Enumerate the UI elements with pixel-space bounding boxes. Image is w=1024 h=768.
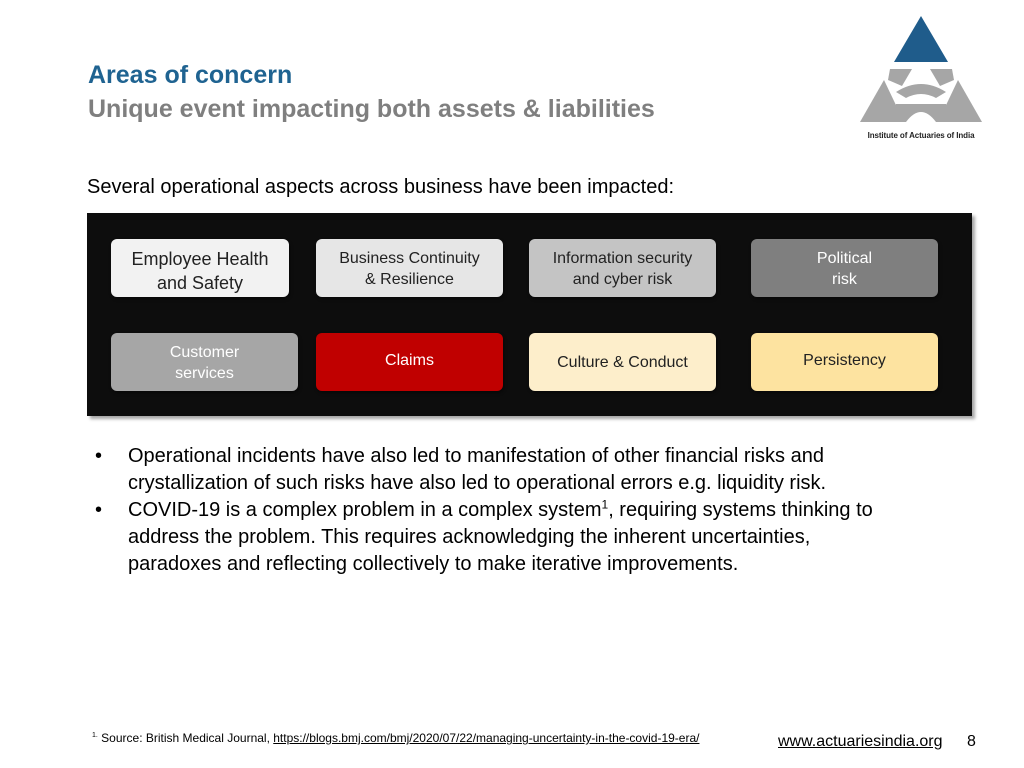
footnote-source: Source: British Medical Journal, bbox=[97, 731, 274, 745]
institute-logo bbox=[856, 14, 986, 144]
bullet-text: Operational incidents have also led to manifestation of other financial risks and crystallization of such risks have also led to operational errors e.g. liquidity risk. bbox=[128, 445, 827, 494]
footnote-link[interactable]: https://blogs.bmj.com/bmj/2020/07/22/managing-uncertainty-in-the-covid-19-era/ bbox=[273, 731, 700, 745]
box-persistency: Persistency bbox=[751, 333, 938, 391]
box-culture-conduct: Culture & Conduct bbox=[529, 333, 716, 391]
box-business-continuity: Business Continuity & Resilience bbox=[316, 239, 503, 297]
bullet-item bbox=[95, 497, 895, 578]
page-number: 8 bbox=[967, 733, 976, 750]
footnote-marker: 1. bbox=[92, 732, 98, 739]
page-subtitle: Unique event impacting both assets & liabilities bbox=[88, 95, 655, 123]
footnote-reference: 1 bbox=[601, 497, 609, 512]
box-employee-health: Employee Health and Safety bbox=[111, 239, 289, 297]
box-information-security: Information security and cyber risk bbox=[529, 239, 716, 297]
bullet-marker: • bbox=[95, 499, 103, 521]
logo-center-arc bbox=[896, 84, 946, 98]
logo-caption: Institute of Actuaries of India bbox=[867, 131, 975, 140]
logo-top-left-bar bbox=[888, 69, 912, 86]
logo-top-right-bar bbox=[930, 69, 954, 86]
logo-emblem-icon bbox=[856, 14, 986, 132]
box-customer-services: Customer services bbox=[111, 333, 298, 391]
intro-text: Several operational aspects across business have been impacted: bbox=[87, 176, 675, 198]
page-title: Areas of concern bbox=[88, 61, 293, 89]
footnote bbox=[92, 731, 699, 745]
logo-apex-triangle bbox=[894, 16, 948, 62]
bullet-marker: • bbox=[95, 445, 103, 467]
box-political-risk: Political risk bbox=[751, 239, 938, 297]
bullet-list bbox=[95, 443, 895, 578]
bullet-item bbox=[95, 443, 895, 497]
box-claims: Claims bbox=[316, 333, 503, 391]
impact-panel bbox=[87, 213, 972, 416]
website-link[interactable]: www.actuariesindia.org bbox=[778, 733, 943, 750]
bullet-text-start: COVID-19 is a complex problem in a complex system bbox=[128, 499, 602, 521]
bullet-text-end: , requiring systems thinking to address the problem. This requires acknowledging the inherent uncertainties, paradoxes and reflecting collectively to make iterative improvements. bbox=[128, 499, 873, 575]
